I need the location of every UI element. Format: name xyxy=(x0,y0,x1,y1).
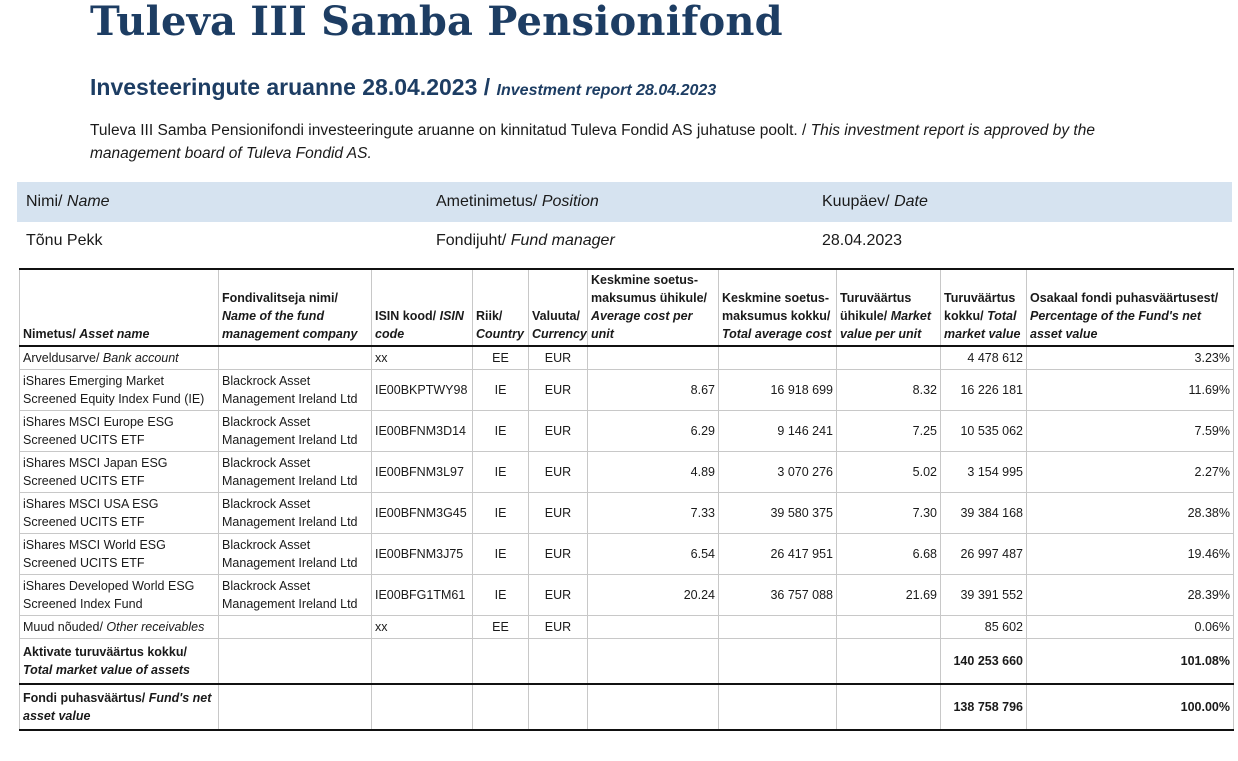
currency-cell: EUR xyxy=(529,493,588,534)
total-assets-value: 140 253 660 xyxy=(941,639,1027,685)
table-row xyxy=(20,411,1234,452)
col-header: Keskmine soetus-maksumus kokku/ Total average cost xyxy=(719,269,837,346)
avg-unit-cell: 7.33 xyxy=(588,493,719,534)
table-header-row xyxy=(20,269,1234,346)
asset-name-cell: iShares MSCI Europe ESG Screened UCITS ETF xyxy=(20,411,219,452)
company-cell: Blackrock Asset Management Ireland Ltd xyxy=(219,534,372,575)
isin-cell: xx xyxy=(372,346,473,370)
empty-cell xyxy=(837,639,941,685)
company-cell xyxy=(219,616,372,639)
mv-unit-cell: 21.69 xyxy=(837,575,941,616)
currency-cell: EUR xyxy=(529,452,588,493)
country-cell: IE xyxy=(473,534,529,575)
empty-cell xyxy=(719,639,837,685)
currency-cell: EUR xyxy=(529,411,588,452)
empty-cell xyxy=(473,684,529,730)
nav-pct: 100.00% xyxy=(1027,684,1234,730)
empty-cell xyxy=(719,684,837,730)
approval-statement xyxy=(90,119,1170,165)
col-header: Turuväärtus kokku/ Total market value xyxy=(941,269,1027,346)
avg-total-cell: 26 417 951 xyxy=(719,534,837,575)
col-header: Riik/ Country xyxy=(473,269,529,346)
isin-cell: IE00BFNM3D14 xyxy=(372,411,473,452)
mv-total-cell: 10 535 062 xyxy=(941,411,1027,452)
country-cell: IE xyxy=(473,575,529,616)
mv-unit-cell: 5.02 xyxy=(837,452,941,493)
subtitle-en: Investment report 28.04.2023 xyxy=(496,82,717,99)
position-header-et: Ametinimetus/ xyxy=(436,193,542,210)
avg-unit-cell: 20.24 xyxy=(588,575,719,616)
country-cell: EE xyxy=(473,346,529,370)
col-header: Fondivalitseja nimi/ Name of the fund management company xyxy=(219,269,372,346)
total-assets-row xyxy=(20,639,1234,685)
signature-header xyxy=(17,182,1232,222)
signer-position-en: Fund manager xyxy=(510,232,615,249)
mv-total-cell: 26 997 487 xyxy=(941,534,1027,575)
empty-cell xyxy=(837,684,941,730)
col-header: ISIN kood/ ISIN code xyxy=(372,269,473,346)
mv-unit-cell xyxy=(837,616,941,639)
avg-unit-cell: 8.67 xyxy=(588,370,719,411)
date-header-en: Date xyxy=(894,193,928,210)
table-row-other-receivables xyxy=(20,616,1234,639)
empty-cell xyxy=(372,684,473,730)
signature-row xyxy=(17,222,1232,260)
name-header-et: Nimi/ xyxy=(26,193,67,210)
pct-cell: 19.46% xyxy=(1027,534,1234,575)
asset-name-cell: iShares Emerging Market Screened Equity Index Fund (IE) xyxy=(20,370,219,411)
isin-cell: IE00BFNM3L97 xyxy=(372,452,473,493)
empty-cell xyxy=(529,684,588,730)
avg-unit-cell: 6.29 xyxy=(588,411,719,452)
country-cell: IE xyxy=(473,493,529,534)
col-header: Valuuta/ Currency xyxy=(529,269,588,346)
total-assets-label: Aktivate turuväärtus kokku/ Total market value of assets xyxy=(20,639,219,685)
col-header: Osakaal fondi puhasväärtusest/ Percentage of the Fund's net asset value xyxy=(1027,269,1234,346)
position-header-en: Position xyxy=(541,193,599,210)
empty-cell xyxy=(219,639,372,685)
mv-unit-cell: 7.25 xyxy=(837,411,941,452)
col-header: Turuväärtus ühikule/ Market value per unit xyxy=(837,269,941,346)
country-cell: EE xyxy=(473,616,529,639)
company-cell: Blackrock Asset Management Ireland Ltd xyxy=(219,411,372,452)
avg-unit-cell: 6.54 xyxy=(588,534,719,575)
pct-cell: 11.69% xyxy=(1027,370,1234,411)
asset-name-cell: iShares Developed World ESG Screened Index Fund xyxy=(20,575,219,616)
avg-unit-cell: 4.89 xyxy=(588,452,719,493)
signer-position-et: Fondijuht/ xyxy=(436,232,511,249)
country-cell: IE xyxy=(473,370,529,411)
country-cell: IE xyxy=(473,452,529,493)
avg-unit-cell xyxy=(588,346,719,370)
report-subtitle xyxy=(90,74,716,101)
mv-total-cell: 16 226 181 xyxy=(941,370,1027,411)
company-cell: Blackrock Asset Management Ireland Ltd xyxy=(219,575,372,616)
empty-cell xyxy=(588,684,719,730)
empty-cell xyxy=(529,639,588,685)
mv-total-cell: 85 602 xyxy=(941,616,1027,639)
company-cell: Blackrock Asset Management Ireland Ltd xyxy=(219,493,372,534)
nav-label: Fondi puhasväärtus/ Fund's net asset value xyxy=(20,684,219,730)
isin-cell: IE00BKPTWY98 xyxy=(372,370,473,411)
subtitle-et: Investeeringute aruanne 28.04.2023 xyxy=(90,74,478,100)
country-cell: IE xyxy=(473,411,529,452)
avg-total-cell xyxy=(719,346,837,370)
isin-cell: IE00BFNM3G45 xyxy=(372,493,473,534)
nav-value: 138 758 796 xyxy=(941,684,1027,730)
table-row xyxy=(20,452,1234,493)
currency-cell: EUR xyxy=(529,534,588,575)
avg-total-cell: 36 757 088 xyxy=(719,575,837,616)
empty-cell xyxy=(588,639,719,685)
signer-name: Tõnu Pekk xyxy=(26,232,103,249)
table-row xyxy=(20,370,1234,411)
isin-cell: IE00BFG1TM61 xyxy=(372,575,473,616)
asset-name-cell: iShares MSCI World ESG Screened UCITS ETF xyxy=(20,534,219,575)
mv-unit-cell: 7.30 xyxy=(837,493,941,534)
asset-name-cell: iShares MSCI Japan ESG Screened UCITS ETF xyxy=(20,452,219,493)
avg-total-cell: 39 580 375 xyxy=(719,493,837,534)
mv-unit-cell: 8.32 xyxy=(837,370,941,411)
asset-name-cell: Arveldusarve/ Bank account xyxy=(20,346,219,370)
avg-total-cell xyxy=(719,616,837,639)
col-header: Nimetus/ Asset name xyxy=(20,269,219,346)
company-cell xyxy=(219,346,372,370)
table-row-bank-account xyxy=(20,346,1234,370)
nav-row xyxy=(20,684,1234,730)
mv-total-cell: 39 391 552 xyxy=(941,575,1027,616)
avg-total-cell: 16 918 699 xyxy=(719,370,837,411)
approval-en: This investment report is approved by the management board of Tuleva Fondid AS. xyxy=(90,122,1095,162)
date-header-et: Kuupäev/ xyxy=(822,193,895,210)
mv-total-cell: 39 384 168 xyxy=(941,493,1027,534)
investment-table xyxy=(19,268,1234,731)
subtitle-separator: / xyxy=(477,74,497,100)
empty-cell xyxy=(372,639,473,685)
avg-total-cell: 9 146 241 xyxy=(719,411,837,452)
table-row xyxy=(20,534,1234,575)
avg-unit-cell xyxy=(588,616,719,639)
avg-total-cell: 3 070 276 xyxy=(719,452,837,493)
position-header xyxy=(436,182,599,222)
pct-cell: 2.27% xyxy=(1027,452,1234,493)
col-header: Keskmine soetus-maksumus ühikule/ Average cost per unit xyxy=(588,269,719,346)
company-cell: Blackrock Asset Management Ireland Ltd xyxy=(219,370,372,411)
currency-cell: EUR xyxy=(529,575,588,616)
mv-unit-cell: 6.68 xyxy=(837,534,941,575)
mv-unit-cell xyxy=(837,346,941,370)
date-header xyxy=(822,182,928,222)
asset-name-cell: iShares MSCI USA ESG Screened UCITS ETF xyxy=(20,493,219,534)
isin-cell: xx xyxy=(372,616,473,639)
page-title: Tuleva III Samba Pensionifond xyxy=(90,0,783,45)
name-header xyxy=(26,182,110,222)
pct-cell: 28.38% xyxy=(1027,493,1234,534)
signature-date: 28.04.2023 xyxy=(822,232,903,249)
pct-cell: 3.23% xyxy=(1027,346,1234,370)
empty-cell xyxy=(219,684,372,730)
mv-total-cell: 3 154 995 xyxy=(941,452,1027,493)
pct-cell: 0.06% xyxy=(1027,616,1234,639)
pct-cell: 28.39% xyxy=(1027,575,1234,616)
asset-name-cell: Muud nõuded/ Other receivables xyxy=(20,616,219,639)
currency-cell: EUR xyxy=(529,370,588,411)
pct-cell: 7.59% xyxy=(1027,411,1234,452)
currency-cell: EUR xyxy=(529,346,588,370)
table-row xyxy=(20,575,1234,616)
company-cell: Blackrock Asset Management Ireland Ltd xyxy=(219,452,372,493)
signer-position xyxy=(436,222,615,260)
table-row xyxy=(20,493,1234,534)
total-assets-pct: 101.08% xyxy=(1027,639,1234,685)
name-header-en: Name xyxy=(66,193,110,210)
approval-et: Tuleva III Samba Pensionifondi investeeringute aruanne on kinnitatud Tuleva Fondid AS juhatuse poolt. / xyxy=(90,122,811,139)
mv-total-cell: 4 478 612 xyxy=(941,346,1027,370)
currency-cell: EUR xyxy=(529,616,588,639)
empty-cell xyxy=(473,639,529,685)
isin-cell: IE00BFNM3J75 xyxy=(372,534,473,575)
